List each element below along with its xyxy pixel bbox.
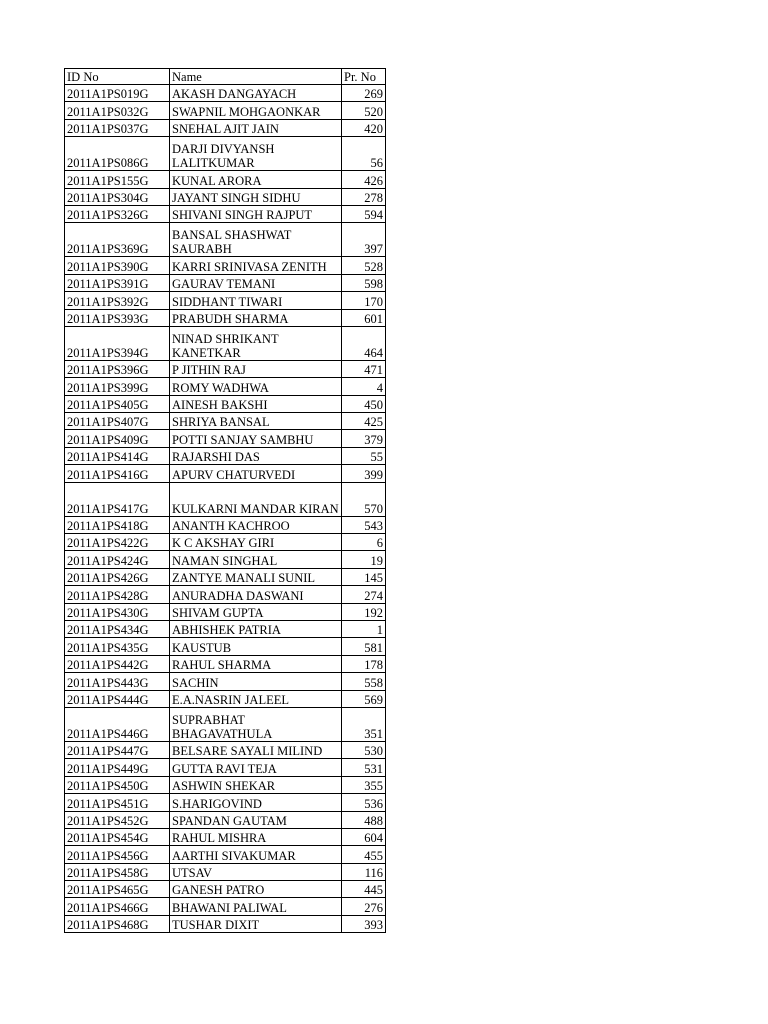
- name-cell: E.A.NASRIN JALEEL: [170, 690, 342, 707]
- name-cell: SIDDHANT TIWARI: [170, 292, 342, 309]
- name-cell: POTTI SANJAY SAMBHU: [170, 430, 342, 447]
- pr-no-cell: 351: [342, 707, 386, 741]
- pr-no-cell: 274: [342, 586, 386, 603]
- pr-no-cell: 601: [342, 309, 386, 326]
- name-cell: UTSAV: [170, 863, 342, 880]
- pr-no-cell: 536: [342, 794, 386, 811]
- id-no-cell: 2011A1PS458G: [65, 863, 170, 880]
- name-cell: JAYANT SINGH SIDHU: [170, 188, 342, 205]
- id-no-cell: 2011A1PS037G: [65, 119, 170, 136]
- name-cell: SPANDAN GAUTAM: [170, 811, 342, 828]
- name-cell: DARJI DIVYANSH LALITKUMAR: [170, 137, 342, 171]
- pr-no-cell: 530: [342, 741, 386, 758]
- id-no-cell: 2011A1PS414G: [65, 447, 170, 464]
- table-row: [65, 586, 386, 603]
- id-no-cell: 2011A1PS466G: [65, 898, 170, 915]
- name-cell: SHIVANI SINGH RAJPUT: [170, 205, 342, 222]
- id-no-cell: 2011A1PS446G: [65, 707, 170, 741]
- pr-no-cell: 488: [342, 811, 386, 828]
- id-no-cell: 2011A1PS435G: [65, 638, 170, 655]
- id-no-cell: 2011A1PS426G: [65, 568, 170, 585]
- table-row: [65, 137, 386, 171]
- table-row: [65, 741, 386, 758]
- pr-no-cell: 170: [342, 292, 386, 309]
- id-no-cell: 2011A1PS417G: [65, 482, 170, 516]
- id-no-cell: 2011A1PS405G: [65, 395, 170, 412]
- table-row: [65, 482, 386, 516]
- pr-no-cell: 6: [342, 534, 386, 551]
- name-cell: S.HARIGOVIND: [170, 794, 342, 811]
- header-id-no: ID No: [65, 69, 170, 85]
- name-cell: SACHIN: [170, 673, 342, 690]
- name-cell: PRABUDH SHARMA: [170, 309, 342, 326]
- name-cell: ANURADHA DASWANI: [170, 586, 342, 603]
- id-no-cell: 2011A1PS424G: [65, 551, 170, 568]
- table-row: [65, 102, 386, 119]
- name-cell: ANANTH KACHROO: [170, 516, 342, 533]
- id-no-cell: 2011A1PS416G: [65, 465, 170, 482]
- pr-no-cell: 543: [342, 516, 386, 533]
- name-cell: NAMAN SINGHAL: [170, 551, 342, 568]
- id-no-cell: 2011A1PS422G: [65, 534, 170, 551]
- id-no-cell: 2011A1PS451G: [65, 794, 170, 811]
- table-row: [65, 673, 386, 690]
- name-cell: TUSHAR DIXIT: [170, 915, 342, 932]
- id-no-cell: 2011A1PS396G: [65, 360, 170, 377]
- id-no-cell: 2011A1PS447G: [65, 741, 170, 758]
- table-row: [65, 205, 386, 222]
- table-row: [65, 292, 386, 309]
- table-row: [65, 881, 386, 898]
- pr-no-cell: 570: [342, 482, 386, 516]
- pr-no-cell: 528: [342, 257, 386, 274]
- name-cell: ABHISHEK PATRIA: [170, 620, 342, 637]
- table-row: [65, 257, 386, 274]
- table-row: [65, 516, 386, 533]
- table-row: [65, 690, 386, 707]
- name-cell: GAURAV TEMANI: [170, 274, 342, 291]
- pr-no-cell: 1: [342, 620, 386, 637]
- name-cell: KULKARNI MANDAR KIRAN: [170, 482, 342, 516]
- id-no-cell: 2011A1PS391G: [65, 274, 170, 291]
- id-no-cell: 2011A1PS032G: [65, 102, 170, 119]
- name-cell: AKASH DANGAYACH: [170, 85, 342, 102]
- pr-no-cell: 278: [342, 188, 386, 205]
- pr-no-cell: 19: [342, 551, 386, 568]
- table-row: [65, 551, 386, 568]
- pr-no-cell: 192: [342, 603, 386, 620]
- name-cell: P JITHIN RAJ: [170, 360, 342, 377]
- id-no-cell: 2011A1PS369G: [65, 223, 170, 257]
- id-no-cell: 2011A1PS454G: [65, 828, 170, 845]
- name-cell: BANSAL SHASHWAT SAURABH: [170, 223, 342, 257]
- table-row: [65, 620, 386, 637]
- id-no-cell: 2011A1PS443G: [65, 673, 170, 690]
- name-cell: BELSARE SAYALI MILIND: [170, 741, 342, 758]
- id-no-cell: 2011A1PS452G: [65, 811, 170, 828]
- table-row: [65, 309, 386, 326]
- table-row: [65, 846, 386, 863]
- pr-no-cell: 520: [342, 102, 386, 119]
- pr-no-cell: 531: [342, 759, 386, 776]
- pr-no-cell: 393: [342, 915, 386, 932]
- id-no-cell: 2011A1PS434G: [65, 620, 170, 637]
- pr-no-cell: 455: [342, 846, 386, 863]
- name-cell: AARTHI SIVAKUMAR: [170, 846, 342, 863]
- id-no-cell: 2011A1PS444G: [65, 690, 170, 707]
- header-pr-no: Pr. No: [342, 69, 386, 85]
- pr-no-cell: 276: [342, 898, 386, 915]
- pr-no-cell: 55: [342, 447, 386, 464]
- pr-no-cell: 269: [342, 85, 386, 102]
- name-cell: SHRIYA BANSAL: [170, 413, 342, 430]
- pr-no-cell: 445: [342, 881, 386, 898]
- pr-no-cell: 4: [342, 378, 386, 395]
- table-row: [65, 603, 386, 620]
- table-row: [65, 326, 386, 360]
- pr-no-cell: 379: [342, 430, 386, 447]
- pr-no-cell: 558: [342, 673, 386, 690]
- id-no-cell: 2011A1PS468G: [65, 915, 170, 932]
- id-no-cell: 2011A1PS019G: [65, 85, 170, 102]
- id-no-cell: 2011A1PS430G: [65, 603, 170, 620]
- table-row: [65, 223, 386, 257]
- pr-no-cell: 604: [342, 828, 386, 845]
- table-row: [65, 413, 386, 430]
- pr-no-cell: 471: [342, 360, 386, 377]
- name-cell: RAHUL SHARMA: [170, 655, 342, 672]
- name-cell: KAUSTUB: [170, 638, 342, 655]
- name-cell: ZANTYE MANALI SUNIL: [170, 568, 342, 585]
- pr-no-cell: 355: [342, 776, 386, 793]
- id-no-cell: 2011A1PS465G: [65, 881, 170, 898]
- pr-no-cell: 116: [342, 863, 386, 880]
- name-cell: GANESH PATRO: [170, 881, 342, 898]
- name-cell: SWAPNIL MOHGAONKAR: [170, 102, 342, 119]
- table-row: [65, 378, 386, 395]
- pr-no-cell: 450: [342, 395, 386, 412]
- name-cell: SHIVAM GUPTA: [170, 603, 342, 620]
- table-row: [65, 447, 386, 464]
- id-no-cell: 2011A1PS392G: [65, 292, 170, 309]
- id-no-cell: 2011A1PS326G: [65, 205, 170, 222]
- id-no-cell: 2011A1PS304G: [65, 188, 170, 205]
- pr-no-cell: 598: [342, 274, 386, 291]
- table-row: [65, 395, 386, 412]
- table-row: [65, 568, 386, 585]
- table-row: [65, 638, 386, 655]
- id-no-cell: 2011A1PS399G: [65, 378, 170, 395]
- name-cell: SUPRABHAT BHAGAVATHULA: [170, 707, 342, 741]
- id-no-cell: 2011A1PS393G: [65, 309, 170, 326]
- name-cell: APURV CHATURVEDI: [170, 465, 342, 482]
- table-row: [65, 759, 386, 776]
- id-no-cell: 2011A1PS394G: [65, 326, 170, 360]
- name-cell: ASHWIN SHEKAR: [170, 776, 342, 793]
- table-row: [65, 811, 386, 828]
- header-name: Name: [170, 69, 342, 85]
- table-row: [65, 188, 386, 205]
- pr-no-cell: 581: [342, 638, 386, 655]
- name-cell: KUNAL ARORA: [170, 171, 342, 188]
- table-row: [65, 85, 386, 102]
- table-row: [65, 534, 386, 551]
- id-no-cell: 2011A1PS449G: [65, 759, 170, 776]
- header-row: [65, 69, 386, 85]
- name-cell: SNEHAL AJIT JAIN: [170, 119, 342, 136]
- table-row: [65, 915, 386, 932]
- id-no-cell: 2011A1PS155G: [65, 171, 170, 188]
- table-row: [65, 794, 386, 811]
- table-row: [65, 776, 386, 793]
- pr-no-cell: 594: [342, 205, 386, 222]
- table-row: [65, 863, 386, 880]
- name-cell: ROMY WADHWA: [170, 378, 342, 395]
- table-row: [65, 707, 386, 741]
- id-no-cell: 2011A1PS456G: [65, 846, 170, 863]
- table-row: [65, 828, 386, 845]
- table-row: [65, 655, 386, 672]
- id-no-cell: 2011A1PS407G: [65, 413, 170, 430]
- name-cell: K C AKSHAY GIRI: [170, 534, 342, 551]
- table-row: [65, 465, 386, 482]
- pr-no-cell: 397: [342, 223, 386, 257]
- id-no-cell: 2011A1PS442G: [65, 655, 170, 672]
- id-no-cell: 2011A1PS086G: [65, 137, 170, 171]
- id-no-cell: 2011A1PS390G: [65, 257, 170, 274]
- id-no-cell: 2011A1PS428G: [65, 586, 170, 603]
- name-cell: BHAWANI PALIWAL: [170, 898, 342, 915]
- id-no-cell: 2011A1PS450G: [65, 776, 170, 793]
- pr-no-cell: 56: [342, 137, 386, 171]
- pr-no-cell: 145: [342, 568, 386, 585]
- pr-no-cell: 178: [342, 655, 386, 672]
- name-cell: RAHUL MISHRA: [170, 828, 342, 845]
- name-cell: KARRI SRINIVASA ZENITH: [170, 257, 342, 274]
- pr-no-cell: 426: [342, 171, 386, 188]
- id-no-cell: 2011A1PS418G: [65, 516, 170, 533]
- name-cell: NINAD SHRIKANT KANETKAR: [170, 326, 342, 360]
- name-cell: AINESH BAKSHI: [170, 395, 342, 412]
- id-no-cell: 2011A1PS409G: [65, 430, 170, 447]
- table-row: [65, 171, 386, 188]
- table-row: [65, 430, 386, 447]
- table-row: [65, 274, 386, 291]
- student-table: [64, 68, 386, 933]
- pr-no-cell: 399: [342, 465, 386, 482]
- table-row: [65, 898, 386, 915]
- name-cell: GUTTA RAVI TEJA: [170, 759, 342, 776]
- pr-no-cell: 464: [342, 326, 386, 360]
- pr-no-cell: 425: [342, 413, 386, 430]
- name-cell: RAJARSHI DAS: [170, 447, 342, 464]
- pr-no-cell: 569: [342, 690, 386, 707]
- pr-no-cell: 420: [342, 119, 386, 136]
- table-row: [65, 360, 386, 377]
- table-row: [65, 119, 386, 136]
